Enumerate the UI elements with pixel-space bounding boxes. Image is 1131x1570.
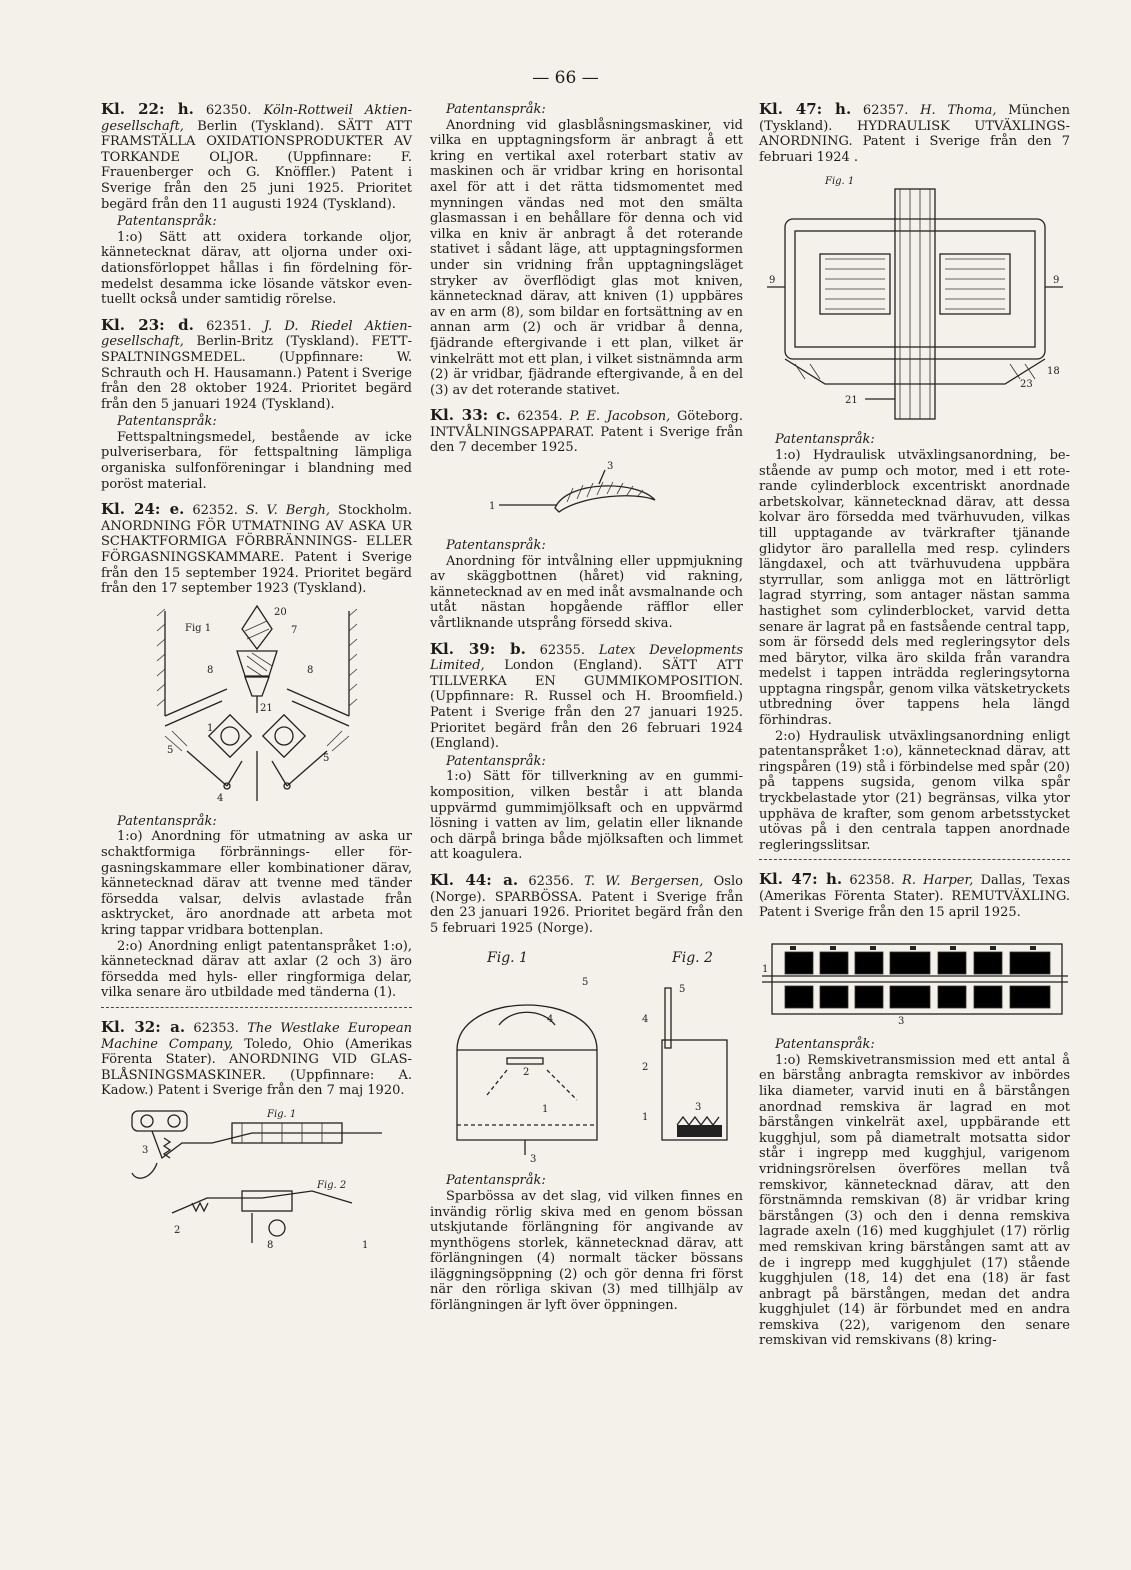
svg-text:7: 7 bbox=[290, 624, 297, 636]
svg-text:Fig. 2: Fig. 2 bbox=[316, 1179, 346, 1191]
patent-entry: Kl. 44: a. 62356. T. W. Bergersen, Oslo (Norge). SPARBÖSSA. Patent i Sverige från den 23 januari 1926. Prioritet begärd från den 5 februari 1925 (Norge). Fig. 1 5 4 2 1 3 Fig. 2 5 4 2 1 3 Patentanspråk: Sparbössa av det slag, vid vilken finnes en invändig rörlig skiva med en genom bössan utskjutande förlängning för angivande av mynthögens storlek, kännetecknad därav, att förlängningen (4) normalt täcker bössans iläggningsöppning (2) och gör denna fri först när den rörliga skivan (3) med tillhjälp av förlängningen är lyft över öppningen. bbox=[430, 870, 743, 1314]
section-rule bbox=[759, 859, 1070, 860]
page-number: — 66 — bbox=[532, 68, 599, 88]
claim-heading: Patentanspråk: bbox=[117, 813, 217, 829]
svg-text:23: 23 bbox=[1019, 379, 1033, 391]
svg-text:5: 5 bbox=[166, 744, 173, 756]
svg-text:1: 1 bbox=[761, 964, 768, 976]
patent-entry: Kl. 24: e. 62352. S. V. Bergh, Stockholm. ANORDNING FÖR UTMATNING AV ASKA UR SCHAKTFORMIGA FÖRBRÄNNINGS- ELLER FÖRGASNINGSKAMMARE. Patent i Sverige från den 15 september 1924. Prioritet begärd från den 17 september 1923 (Tyskland). Fig 1 20 7 8 8 21 1 5 4 5 Patentanspråk: 1:o) Anordning för utmatning av aska ur schaktformiga förbrännings- eller förgasningskammare eller kombinationer därav, kännetecknad därav att tvenne med tänder försedda valsar, delvis avlastade från asktrycket, äro anordnade att arbeta mot kring tappar vridbara bottenplan. 2:o) Anordning enligt patentanspråket 1:o), kännetecknad därav att axlar (2 och 3) äro försedda med hyls- eller ringformiga delar, vilka senare äro utbildade med tänderna (1). bbox=[101, 502, 412, 1008]
claim-heading: Patentanspråk: bbox=[446, 102, 546, 117]
svg-text:1: 1 bbox=[541, 1104, 548, 1116]
svg-text:5: 5 bbox=[678, 984, 685, 996]
svg-text:9: 9 bbox=[768, 275, 775, 287]
svg-text:2: 2 bbox=[173, 1224, 180, 1236]
svg-text:2: 2 bbox=[522, 1067, 529, 1079]
hydraulic-transmission-figure bbox=[765, 169, 1065, 424]
claim-heading: Patentanspråk: bbox=[446, 538, 546, 554]
svg-text:4: 4 bbox=[641, 1014, 648, 1026]
claim-heading: Patentanspråk: bbox=[117, 414, 217, 430]
claim-heading: Patentanspråk: bbox=[775, 432, 875, 448]
glass-blowing-figure bbox=[112, 1103, 402, 1253]
svg-text:8: 8 bbox=[266, 1239, 273, 1251]
svg-text:Fig. 1: Fig. 1 bbox=[266, 1108, 296, 1120]
patent-entry: Kl. 23: d. 62351. J. D. Riedel Aktiengesellschaft, Berlin-Britz (Tyskland). FETTSPALTNINGSMEDEL. (Uppfinnare: W. Schrauth och H. Hausamann.) Patent i Sverige från den 28 oktober 1924. Prioritet begärd från den 5 januari 1924 (Tyskland). Patentanspråk: Fettspaltningsmedel, bestående av icke pulveriserbara, för fettspaltning lämpliga organiska sulfonföreningar i blandning med poröst material. bbox=[101, 315, 413, 492]
svg-text:3: 3 bbox=[529, 1154, 536, 1166]
patent-entry: Kl. 47: h. 62358. R. Harper, Dallas, Texas (Amerikas Förenta Stater). REMUTVÄXLING. Patent i Sverige från den 15 april 1925. 1 3 Patentanspråk: 1:o) Remskivetransmission med ett antal å en bärstång anbragta remskivor av inbördes lika diameter, varvid inuti en å bärstången anordnad remskiva är lagrad en mot bärstången vinkelrät axel, uppbärande ett kugghjul, som på diametralt motsatta sidor står i ingrepp med kugghjul, varigenom vridningsrörelsen överföres mellan två remskivor, kännetecknad därav, att den förstnämnda remskivan (8) är vridbar kring bärstången (3) och den i denna remskiva lagrade axeln (16) med kugghjulet (17) rörlig med remskivan kring bärstången samt att av de i ingrepp med kugghjulet (17) stående kugghjulen (18, 14) det ena (18) är fast anbragt på bärstången, medan det andra kugghjulet (14) är förbundet med en andra remskiva (22), varigenom den senare remskivan vid remskivans (8) kring- bbox=[759, 870, 1070, 1349]
svg-text:8: 8 bbox=[306, 664, 313, 676]
claim-heading: Patentanspråk: bbox=[446, 1173, 546, 1189]
svg-text:18: 18 bbox=[1046, 366, 1060, 378]
lathering-disc-figure bbox=[487, 460, 687, 530]
column-3 bbox=[759, 102, 1070, 1359]
svg-text:21: 21 bbox=[259, 702, 273, 714]
section-rule bbox=[101, 1007, 412, 1008]
svg-text:9: 9 bbox=[1052, 275, 1059, 287]
claim-heading: Patentanspråk: bbox=[117, 214, 217, 230]
claim-heading: Patentanspråk: bbox=[775, 1037, 875, 1053]
svg-text:Fig. 1: Fig. 1 bbox=[486, 950, 528, 967]
svg-text:4: 4 bbox=[546, 1014, 553, 1026]
svg-text:8: 8 bbox=[206, 664, 213, 676]
svg-text:3: 3 bbox=[897, 1016, 904, 1028]
patent-entry: Kl. 33: c. 62354. P. E. Jacobson, Göteborg. INTVÅLNINGSAPPARAT. Patent i Sverige från den 7 december 1925. 1 3 Patentanspråk: Anordning för intvålning eller uppmjukning av skäggbottnen (håret) vid rakning, kännetecknad av en med inåt avsmalnande och utåt nästan hopgående räfflor eller vårtliknande utsprång försedd skiva. bbox=[430, 406, 743, 632]
claim-heading: Patentanspråk: bbox=[446, 753, 546, 769]
svg-text:20: 20 bbox=[273, 606, 287, 618]
svg-text:5: 5 bbox=[322, 752, 329, 764]
ash-discharge-figure bbox=[127, 601, 387, 806]
column-1 bbox=[101, 102, 412, 1263]
svg-text:1: 1 bbox=[488, 501, 495, 513]
patent-entry: Kl. 32: a. 62353. The Westlake European Machine Company, Toledo, Ohio (Amerikas Förenta Stater). ANORDNING VID GLASBLÅSNINGSMASKINER. (Uppfinnare: A. Kadow.) Patent i Sverige från den 7 maj 1920. Fig. 1 Fig. 2 3 2 1 8 bbox=[101, 1017, 412, 1251]
patent-entry: Kl. 39: b. 62355. Latex Developments Limited, London (England). SÄTT ATT TILLVERKA EN GUMMIKOMPOSITION. (Uppfinnare: R. Russel och H. Broomfield.) Patent i Sverige från den 27 januari 1925. Prioritet begärd från den 26 februari 1924 (England). Patentanspråk: 1:o) Sätt för tillverkning av en gummikomposition, vilken består i att blanda uppvärmd gummimjölksaft och en uppvärmd lösning i vatten av lim, gelatin eller liknande och därpå bringa både mjölksaften och limmet att koagulera. bbox=[430, 639, 744, 863]
svg-text:4: 4 bbox=[216, 792, 223, 804]
patent-entry-continued: Patentanspråk: Anordning vid glasblåsningsmaskiner, vid vilka en upptagningsform är anbragt å ett kring en vertikal axel roterbart stativ av maskinen och är vridbar kring en horisontal axel för att i det rätta tidsmomentet med mynningen vändas ned mot den smälta glasmassan i en behållare för denna och vid vilka en kniv är anbragt å det roterande stativet i sådant läge, att upptagningsformen under sin vridning från upptagningsläget stryker av överflödigt glas mot kniven, kännetecknad därav, att kniven (1) uppbäres av en arm (8), som bildar en fortsättning av en annan arm (2) och är vridbar å denna, fjädrande eftergivande i ett plan, vilket är vinkelrätt mot ett plan, i vilket sistnämnda arm (2) är vridbar, fjädrande eftergivande, å en del (3) av det roterande stativet. bbox=[430, 102, 743, 398]
svg-text:5: 5 bbox=[581, 977, 588, 989]
svg-text:3: 3 bbox=[141, 1144, 148, 1156]
svg-text:1: 1 bbox=[641, 1112, 648, 1124]
svg-text:Fig. 1: Fig. 1 bbox=[824, 176, 854, 188]
belt-transmission-figure bbox=[760, 924, 1070, 1029]
svg-text:3: 3 bbox=[606, 461, 613, 473]
svg-text:1: 1 bbox=[361, 1239, 368, 1251]
patent-entry: Kl. 22: h. 62350. Köln-Rottweil Aktiengesellschaft, Berlin (Tyskland). SÄTT ATT FRAMSTÄLLA OXIDATIONSPRODUKTER AV TORKANDE OLJOR. (Uppfinnare: F. Frauenberger och G. Knöffler.) Patent i Sverige från den 25 juni 1925. Prioritet begärd från den 11 augusti 1924 (Tyskland). Patentanspråk: 1:o) Sätt att oxidera torkande oljor, kännetecknat därav, att oljorna under oxidationsförloppet hållas i fin fördelning förmedelst desamma icke lösande vätskor eventuellt också under samtidig rörelse. bbox=[101, 100, 412, 308]
svg-text:21: 21 bbox=[844, 395, 858, 407]
svg-text:1: 1 bbox=[206, 722, 213, 734]
svg-text:3: 3 bbox=[694, 1102, 701, 1114]
patent-entry: Kl. 47: h. 62357. H. Thoma, München (Tyskland). HYDRAULISK UTVÄXLINGSANORDNING. Patent i Sverige från den 7 februari 1924 . Fig. 1 9 9 18 23 21 Patentanspråk: 1:o) Hydraulisk utväxlingsanordning, bestående av pump och motor, med i ett roterande cylinderblock excentriskt anordnade arbetskolvar, kännetecknad därav, att dessa kolvar äro försedda med tvärhuvuden, vilkas till upptagande av tvärkrafter tjänande glidytor äro parallella med resp. cylinders längdaxel, och att tvärhuvudena uppbära styrrullar, som anligga mot en lättrörligt lagrad styrring, som antager nästan samma hastighet som cylinderblocket, varvid detta senare är lagrat på en fastsående central tapp, som är försedd dels med regleringsytor dels med bärytor, vilka äro skilda från varandra medelst i tappen inträdda regleringsytorna upptagna ringspår, genom vilka vätsketryckets utbredning över tappens hela längd förhindras. 2:o) Hydraulisk utväxlingsanordning enligt patentanspråket 1:o), kännetecknad därav, att ringspåren (19) stå i förbindelse med spår (20) på tappens sugsida, genom vilka spår tryckbelastade ytor (21) begränsas, vilka ytor upphäva de krafter, som genom arbetsstycket utövas på i den centrala tappen anordnade regleringsslitsar. bbox=[759, 102, 1070, 860]
svg-text:Fig 1: Fig 1 bbox=[184, 622, 211, 634]
svg-text:Fig. 2: Fig. 2 bbox=[671, 950, 713, 967]
svg-text:2: 2 bbox=[641, 1062, 648, 1074]
column-2 bbox=[430, 102, 743, 1324]
savings-box-figure bbox=[437, 940, 737, 1165]
